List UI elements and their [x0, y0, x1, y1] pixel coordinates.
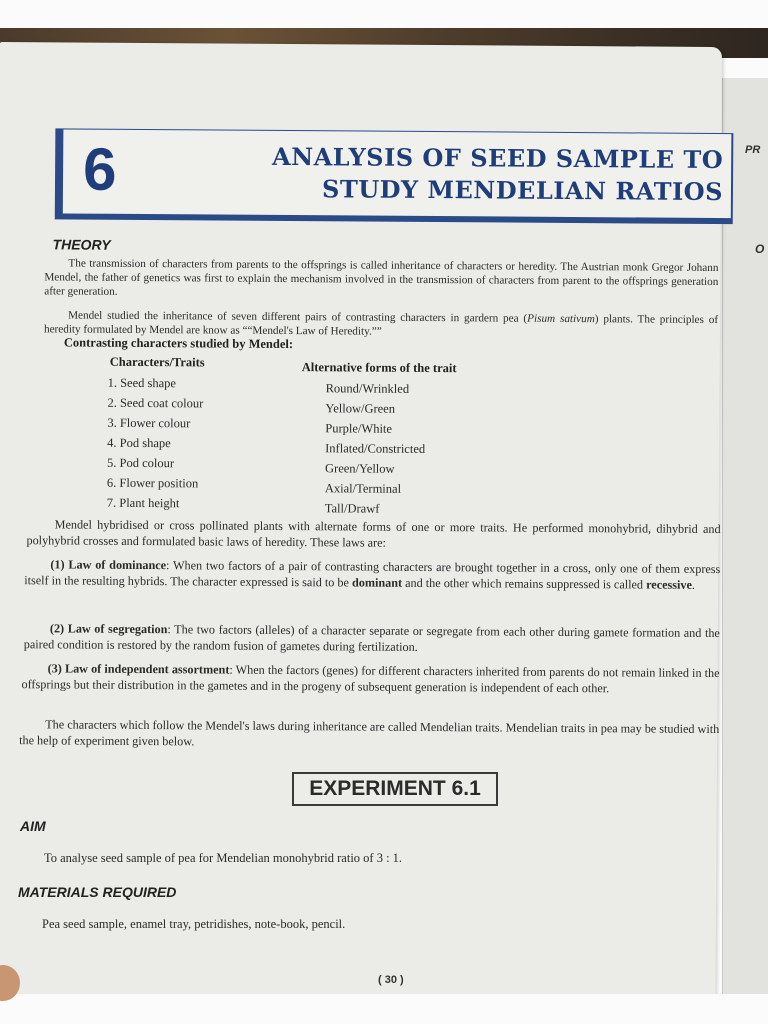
law2-label: (2) Law of segregation — [49, 621, 168, 637]
para2-text-b: ) plants. The principles of heredity formulated by Mendel are know as ““Mendel's Law of Heredity.”” — [43, 313, 719, 338]
experiment-label: EXPERIMENT 6.1 — [292, 772, 498, 806]
theory-paragraph-1: The transmission of characters from parents to the offsprings is called inheritance of characters or heredity. The Austrian monk Gregor Johann Mendel, the father of genetics was first to explain the mechanism involved in the transmission of characters from parent to the offsprings generation after generation. — [44, 257, 719, 298]
trait-alternative-forms: Yellow/Green — [325, 401, 396, 416]
trait-name: 3. Flower colour — [107, 415, 191, 431]
para2-text-a: Mendel studied the inheritance of seven different pairs of contrasting characters in gardern pea ( — [68, 309, 528, 325]
trait-alternative-forms: Axial/Terminal — [324, 481, 402, 496]
law-of-independent-assortment — [21, 660, 719, 697]
law1-text-a: : When two factors of a pair of contrasting characters are brought together in a cross, only one of them express itself in the resulting hybrids. The character expressed is said to be — [24, 558, 721, 590]
law2-text: : The two factors (alleles) of a character separate or segregate from each other during gamete formation and the paired condition is restored by the random fusion of gametes during fertilization. — [23, 622, 720, 654]
chapter-number: 6 — [82, 135, 117, 203]
chapter-title-line2: STUDY MENDELIAN RATIOS — [321, 174, 724, 207]
contrast-heading: Contrasting characters studied by Mendel: — [63, 335, 294, 352]
species-name: Pisum sativum — [527, 312, 595, 326]
trait-name: 5. Pod colour — [107, 455, 175, 471]
materials-text: Pea seed sample, enamel tray, petridishes, note-book, pencil. — [42, 917, 346, 931]
theory-heading: THEORY — [52, 236, 111, 253]
chapter-header — [55, 128, 734, 224]
law-of-dominance — [24, 556, 720, 593]
hybrid-paragraph: Mendel hybridised or cross pollinated plants with alternate forms of one or more traits. He performed monohybrid, dihybrid and polyhybrid crosses and formulated basic laws of heredity. These laws are: — [26, 517, 721, 550]
traits-column-header: Characters/Traits — [109, 354, 205, 370]
trait-name: 7. Plant height — [106, 495, 180, 511]
dominant-term: dominant — [351, 575, 403, 590]
trait-name: 6. Flower position — [106, 475, 199, 491]
chapter-title-line1: ANALYSIS OF SEED SAMPLE TO — [271, 141, 724, 175]
trait-alternative-forms: Inflated/Constricted — [325, 441, 426, 456]
adjacent-page-top-text: PR — [745, 144, 761, 156]
page-number: ( 30 ) — [378, 974, 404, 986]
law1-text-b: and the other which remains suppressed is called — [402, 575, 647, 592]
trait-name: 2. Seed coat colour — [107, 395, 204, 411]
recessive-term: recessive — [646, 577, 692, 592]
law3-label: (3) Law of independent assortment — [47, 661, 230, 677]
aim-text: To analyse seed sample of pea for Mendelian monohybrid ratio of 3 : 1. — [44, 851, 403, 865]
closing-paragraph: The characters which follow the Mendel's laws during inheritance are called Mendelian traits. Mendelian traits in pea may be studied with the help of experiment given below. — [19, 717, 720, 749]
trait-alternative-forms: Round/Wrinkled — [325, 381, 410, 396]
trait-name: 4. Pod shape — [107, 435, 171, 451]
bottom-margin — [0, 994, 768, 1024]
law-of-segregation — [24, 620, 720, 657]
adjacent-page-mid-text: O — [755, 242, 765, 256]
law1-label: (1) Law of dominance — [50, 557, 167, 573]
trait-name: 1. Seed shape — [107, 375, 177, 391]
law1-end: . — [691, 577, 696, 592]
forms-column-header: Alternative forms of the trait — [301, 360, 457, 376]
trait-alternative-forms: Tall/Drawf — [324, 501, 380, 516]
chapter-title — [272, 141, 724, 208]
trait-alternative-forms: Green/Yellow — [324, 461, 395, 476]
materials-heading: MATERIALS REQUIRED — [18, 884, 177, 900]
aim-heading: AIM — [20, 818, 46, 834]
law3-text: : When the factors (genes) for different characters inherited from parents do not remain linked in the offsprings but their distribution in the gametes and in the progeny of subsequent generation is independent of each other. — [21, 662, 720, 696]
trait-alternative-forms: Purple/White — [325, 421, 393, 436]
